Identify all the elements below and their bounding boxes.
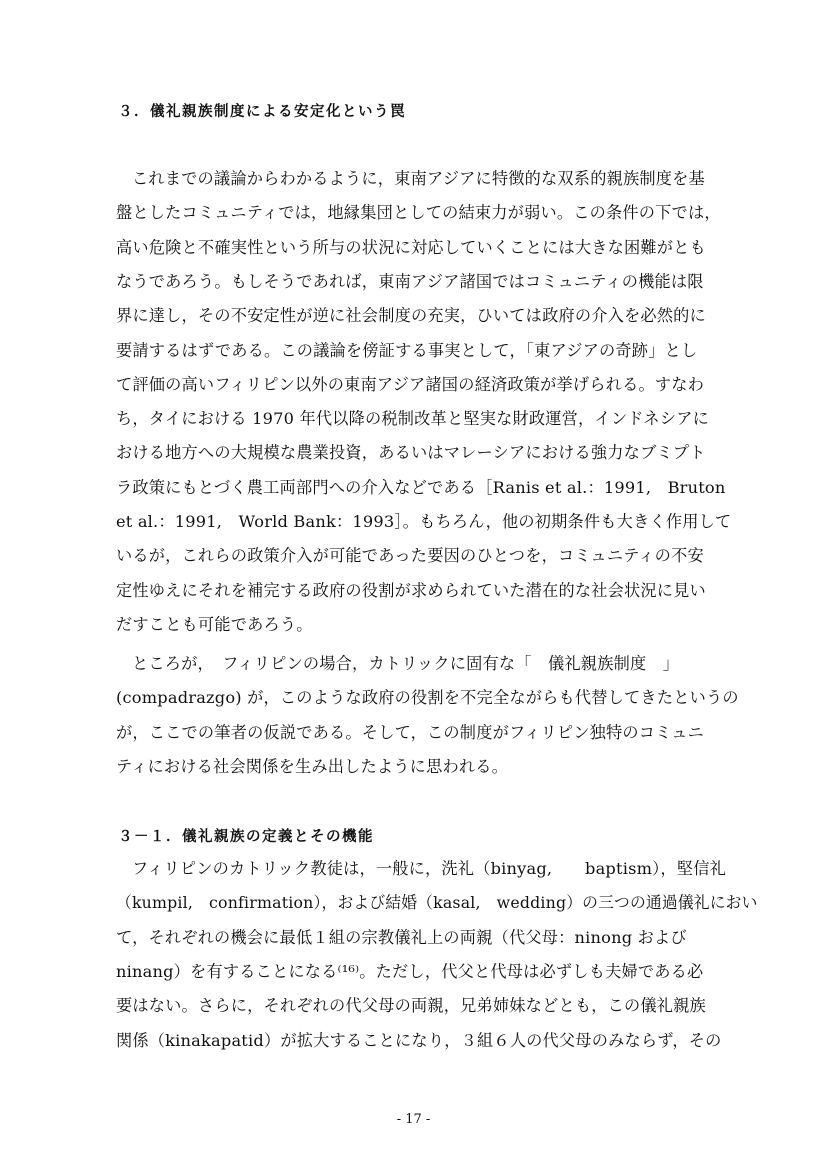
text-line: 要請するはずである。この議論を傍証する事実として，「東アジアの奇跡」とし [116,340,698,360]
text-line: が，ここでの筆者の仮説である。そして，この制度がフィリピン独特のコミュニ [116,722,705,742]
text-line: おける地方への大規模な農業投資，あるいはマレーシアにおける強力なブミプト [116,443,706,463]
text-line: 高い危険と不確実性という所与の状況に対応していくことには大きな困難がとも [116,237,706,257]
text-line: et al.：1991, World Bank：1993］。もちろん，他の初期条件も大きく作用して [116,512,732,531]
text-line: ち，タイにおける 1970 年代以降の税制改革と堅実な財政運営，インドネシアに [116,409,709,429]
text-line: （kumpil, confirmation），および結婚（kasal, wedding）の三つの通過儀礼におい [116,893,758,913]
text-line: だすことも可能であろう。 [116,614,313,634]
text-line: ティにおける社会関係を生み出したように思われる。 [116,756,509,776]
page-number: - 17 - [396,1112,431,1127]
text-line: て，それぞれの機会に最低１組の宗教儀礼上の両親（代父母：ninong および [116,927,687,947]
text-line: 関係（kinakapatid）が拡大することになり，３組６人の代父母のみならず，その [116,1030,722,1050]
text-line: いるが，これらの政策介入が可能であった要因のひとつを，コミュニティの不安 [116,546,704,566]
text-line: ninang）を有することになる⁽¹⁶⁾。ただし，代父と代母は必ずしも夫婦である必 [116,961,704,981]
text-line: これまでの議論からわかるように，東南アジアに特徴的な双系的親族制度を基 [132,169,705,188]
text-line: 定性ゆえにそれを補完する政府の役割が求められていた潜在的な社会状況に見い [116,580,706,600]
text-line: なうであろう。もしそうであれば，東南アジア諸国ではコミュニティの機能は限 [116,271,704,291]
section-heading: ３．儀礼親族制度による安定化という罠 [118,104,406,120]
text-line: て評価の高いフィリピン以外の東南アジア諸国の経済政策が挙げられる。すなわ [116,374,705,394]
text-line: 界に達し，その不安定性が逆に社会制度の充実，ひいては政府の介入を必然的に [116,306,706,326]
subsection-heading: ３－１．儀礼親族の定義とその機能 [118,829,374,845]
text-line: (compadrazgo) が，このような政府の役割を不完全ながらも代替してきたというの [116,688,739,708]
text-line: ラ政策にもとづく農工両部門への介入などである［Ranis et al.：1991, Bruton [116,477,726,497]
text-line: フィリピンのカトリック教徒は，一般に，洗礼（binyag, baptism），堅信礼 [132,859,726,878]
text-line: 要はない。さらに，それぞれの代父母の両親，兄弟姉妹などとも，この儀礼親族 [116,996,706,1016]
text-line: 盤としたコミュニティでは，地縁集団としての結束力が弱い。この条件の下では， [116,203,721,223]
text-line: ところが， フィリピンの場合，カトリックに固有な「 儀礼親族制度 」 [132,654,680,673]
